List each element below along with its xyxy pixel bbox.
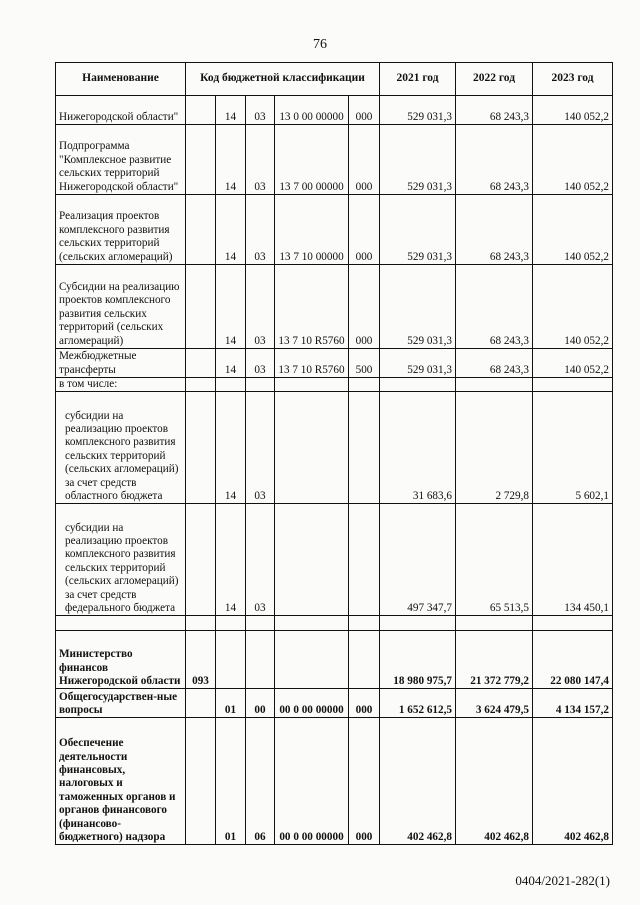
cell-2022: 3 624 479,5 <box>456 689 533 718</box>
cell-2021: 1 652 612,5 <box>380 689 456 718</box>
cell-vr <box>349 392 380 504</box>
cell-2022: 65 513,5 <box>456 504 533 616</box>
table-row <box>56 378 613 392</box>
cell-2023: 140 052,2 <box>533 349 613 378</box>
cell-ved <box>186 689 216 718</box>
cell-ved <box>186 125 216 195</box>
cell-2021: 497 347,7 <box>380 504 456 616</box>
row-name: Министерство финансов Нижегородской области <box>56 631 186 689</box>
cell-vr: 000 <box>349 265 380 349</box>
cell-2023: 22 080 147,4 <box>533 631 613 689</box>
cell-rz <box>216 378 246 392</box>
cell-csr: 00 0 00 00000 <box>275 718 349 845</box>
cell-pr: 03 <box>246 392 275 504</box>
cell-ved <box>186 195 216 265</box>
cell-vr: 000 <box>349 195 380 265</box>
cell-2022: 21 372 779,2 <box>456 631 533 689</box>
row-name: Нижегородской области" <box>56 96 186 125</box>
cell-ved <box>186 96 216 125</box>
cell-csr: 13 7 10 R5760 <box>275 265 349 349</box>
cell-pr: 03 <box>246 349 275 378</box>
header-name: Наименование <box>56 63 186 96</box>
cell-csr: 13 0 00 00000 <box>275 96 349 125</box>
cell-2021: 529 031,3 <box>380 265 456 349</box>
row-name: Общегосударствен-ные вопросы <box>56 689 186 718</box>
cell-ved: 093 <box>186 631 216 689</box>
cell-ved <box>186 349 216 378</box>
document-code: 0404/2021-282(1) <box>515 873 610 888</box>
cell-rz: 14 <box>216 265 246 349</box>
table-row <box>56 349 613 378</box>
cell-ved <box>186 392 216 504</box>
cell-pr: 03 <box>246 504 275 616</box>
cell-2021: 529 031,3 <box>380 96 456 125</box>
cell-vr: 500 <box>349 349 380 378</box>
cell-csr: 13 7 00 00000 <box>275 125 349 195</box>
cell-pr: 00 <box>246 689 275 718</box>
row-name: Межбюджетные трансферты <box>56 349 186 378</box>
cell-vr: 000 <box>349 689 380 718</box>
header-2022: 2022 год <box>456 63 533 96</box>
spacer-cell <box>246 616 275 631</box>
cell-2023: 5 602,1 <box>533 392 613 504</box>
cell-pr <box>246 378 275 392</box>
spacer-cell <box>456 616 533 631</box>
row-name: в том числе: <box>56 378 186 392</box>
cell-pr: 03 <box>246 195 275 265</box>
cell-rz: 14 <box>216 349 246 378</box>
table-row <box>56 125 613 195</box>
cell-pr: 06 <box>246 718 275 845</box>
cell-ved <box>186 718 216 845</box>
cell-vr: 000 <box>349 96 380 125</box>
cell-vr: 000 <box>349 125 380 195</box>
cell-rz: 01 <box>216 689 246 718</box>
spacer-cell <box>275 616 349 631</box>
cell-rz: 14 <box>216 392 246 504</box>
header-2023: 2023 год <box>533 63 613 96</box>
cell-2022: 2 729,8 <box>456 392 533 504</box>
cell-2022: 68 243,3 <box>456 96 533 125</box>
spacer-cell <box>533 616 613 631</box>
cell-csr: 00 0 00 00000 <box>275 689 349 718</box>
cell-vr <box>349 504 380 616</box>
header-row <box>56 63 613 96</box>
cell-2022 <box>456 378 533 392</box>
spacer-cell <box>349 616 380 631</box>
cell-2021: 529 031,3 <box>380 195 456 265</box>
cell-2021 <box>380 378 456 392</box>
cell-vr: 000 <box>349 718 380 845</box>
cell-2021: 529 031,3 <box>380 125 456 195</box>
cell-csr: 13 7 10 R5760 <box>275 349 349 378</box>
spacer-cell <box>216 616 246 631</box>
cell-2023 <box>533 378 613 392</box>
cell-2023: 4 134 157,2 <box>533 689 613 718</box>
cell-pr: 03 <box>246 125 275 195</box>
spacer-row <box>56 616 613 631</box>
cell-csr <box>275 631 349 689</box>
cell-2021: 18 980 975,7 <box>380 631 456 689</box>
cell-2023: 140 052,2 <box>533 96 613 125</box>
row-name: Подпрограмма "Комплексное развитие сельских территорий Нижегородской области" <box>56 125 186 195</box>
cell-2023: 140 052,2 <box>533 195 613 265</box>
cell-rz: 14 <box>216 96 246 125</box>
budget-table <box>55 62 613 845</box>
cell-2022: 68 243,3 <box>456 125 533 195</box>
cell-2021: 529 031,3 <box>380 349 456 378</box>
cell-2022: 68 243,3 <box>456 349 533 378</box>
spacer-cell <box>56 616 186 631</box>
cell-ved <box>186 378 216 392</box>
cell-2023: 140 052,2 <box>533 125 613 195</box>
cell-csr: 13 7 10 00000 <box>275 195 349 265</box>
header-2021: 2021 год <box>380 63 456 96</box>
cell-csr <box>275 378 349 392</box>
table-row <box>56 265 613 349</box>
cell-rz: 14 <box>216 195 246 265</box>
table-row <box>56 96 613 125</box>
table-row <box>56 392 613 504</box>
cell-2022: 402 462,8 <box>456 718 533 845</box>
cell-2022: 68 243,3 <box>456 265 533 349</box>
table-row <box>56 504 613 616</box>
cell-ved <box>186 265 216 349</box>
cell-csr <box>275 392 349 504</box>
spacer-cell <box>186 616 216 631</box>
cell-vr <box>349 378 380 392</box>
cell-rz <box>216 631 246 689</box>
table-row <box>56 718 613 845</box>
cell-pr: 03 <box>246 96 275 125</box>
cell-2022: 68 243,3 <box>456 195 533 265</box>
cell-rz: 14 <box>216 125 246 195</box>
cell-pr <box>246 631 275 689</box>
row-name: Субсидии на реализацию проектов комплексного развития сельских территорий (сельских агломераций) <box>56 265 186 349</box>
cell-2021: 402 462,8 <box>380 718 456 845</box>
spacer-cell <box>380 616 456 631</box>
cell-csr <box>275 504 349 616</box>
cell-vr <box>349 631 380 689</box>
cell-pr: 03 <box>246 265 275 349</box>
cell-2023: 134 450,1 <box>533 504 613 616</box>
row-name: Реализация проектов комплексного развития сельских территорий (сельских агломераций) <box>56 195 186 265</box>
header-code: Код бюджетной классификации <box>186 63 380 96</box>
table-row <box>56 195 613 265</box>
cell-2023: 140 052,2 <box>533 265 613 349</box>
cell-rz: 14 <box>216 504 246 616</box>
row-name: субсидии на реализацию проектов комплексного развития сельских территорий (сельских агломераций) за счет средств областного бюджета <box>56 392 186 504</box>
table-row <box>56 689 613 718</box>
cell-rz: 01 <box>216 718 246 845</box>
cell-ved <box>186 504 216 616</box>
table-row <box>56 631 613 689</box>
row-name: Обеспечение деятельности финансовых, налоговых и таможенных органов и органов финансового (финансово-бюджетного) надзора <box>56 718 186 845</box>
cell-2023: 402 462,8 <box>533 718 613 845</box>
row-name: субсидии на реализацию проектов комплексного развития сельских территорий (сельских агломераций) за счет средств федерального бюджета <box>56 504 186 616</box>
cell-2021: 31 683,6 <box>380 392 456 504</box>
page-number: 76 <box>313 37 327 52</box>
